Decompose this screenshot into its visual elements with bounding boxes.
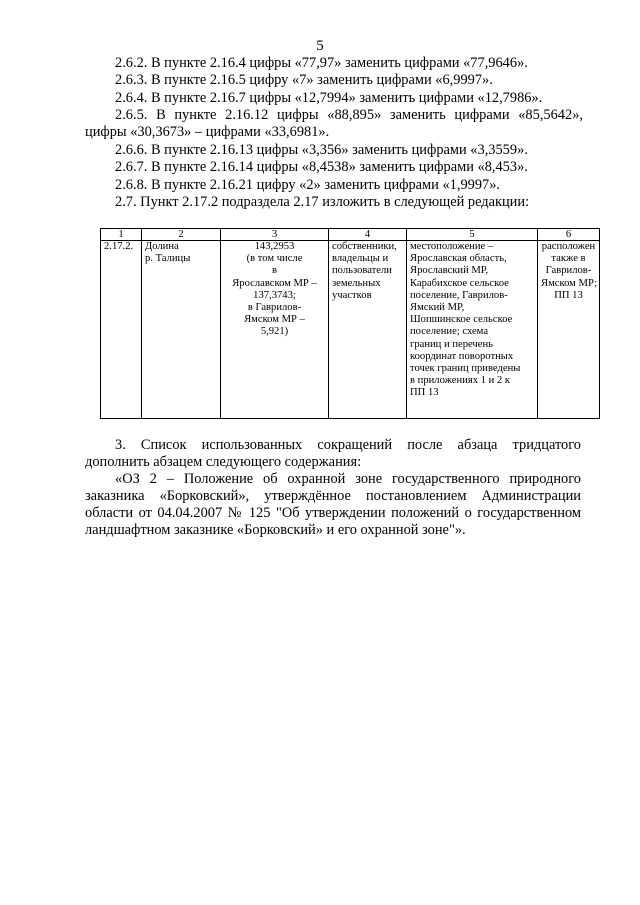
- page-number: 5: [316, 38, 324, 54]
- amendment-paragraph: 2.6.8. В пункте 2.16.21 цифру «2» заменить цифрами «1,9997».: [115, 177, 501, 193]
- table-row: [101, 241, 600, 419]
- paragraph-line: области от 04.04.2007 № 125 "Об утверждении положений о государственном: [85, 505, 581, 521]
- cell-line: Ярославском МР –: [232, 277, 317, 289]
- paragraph-line: цифры «30,3673» – цифрами «33,6981».: [85, 124, 330, 140]
- cell-line: ПП 13: [554, 289, 583, 301]
- paragraph-line: дополнить абзацем следующего содержания:: [85, 454, 362, 470]
- table-header-cell: 2: [142, 229, 221, 241]
- cell-line: Ямском МР –: [244, 314, 305, 326]
- section-3-paragraph: [85, 437, 581, 539]
- table-header-cell: 3: [221, 229, 329, 241]
- cell-line: точек границ приведены: [410, 363, 521, 375]
- amendment-paragraph: 2.6.7. В пункте 2.16.14 цифры «8,4538» заменить цифрами «8,453».: [115, 159, 528, 175]
- paragraph-line: 2.6.5. В пункте 2.16.12 цифры «88,895» заменить цифрами «85,5642»,: [115, 107, 583, 123]
- paragraph-line: заказника «Борковский», утверждённое постановлением Администрации: [85, 488, 581, 504]
- cell-line: Карабихское сельское: [410, 277, 509, 289]
- cell-line: участков: [332, 289, 372, 301]
- paragraph-line: 3. Список использованных сокращений после абзаца тридцатого: [115, 437, 581, 453]
- table-cell-area: [221, 241, 329, 419]
- table-cell-note: [538, 241, 600, 419]
- cell-line: местоположение –: [410, 241, 494, 252]
- cell-line: Шопшинское сельское: [410, 314, 513, 326]
- cell-line: Долина: [145, 241, 179, 252]
- cell-line: поселение, Гаврилов-: [410, 289, 508, 301]
- cell-line: в приложениях 1 и 2 к: [410, 375, 510, 387]
- cell-line: границ и перечень: [410, 338, 493, 350]
- amendment-paragraph: 2.6.3. В пункте 2.16.5 цифру «7» заменить цифрами «6,9997».: [115, 72, 493, 88]
- cell-line: Ярославский МР,: [410, 265, 489, 277]
- cell-line: собственники,: [332, 241, 397, 252]
- cell-line: Ямский МР,: [410, 302, 465, 314]
- cell-line: ПП 13: [410, 387, 439, 399]
- paragraph-line: ландшафтном заказнике «Борковский» и его охранной зоне"».: [85, 522, 466, 538]
- table-header-cell: 1: [101, 229, 142, 241]
- cell-line: в: [271, 265, 277, 277]
- cell-line: владельцы и: [332, 253, 389, 265]
- amendment-paragraph: 2.6.6. В пункте 2.16.13 цифры «3,356» заменить цифрами «3,3559».: [115, 142, 528, 158]
- cell-line: расположен: [541, 241, 596, 252]
- table-cell-number: [101, 241, 142, 419]
- cell-line: земельных: [332, 277, 381, 289]
- cell-line: Ярославская область,: [410, 253, 507, 265]
- cell-line: 2.17.2.: [104, 241, 134, 252]
- table-cell-owners: [329, 241, 407, 419]
- table-header-row: [101, 229, 600, 241]
- table-header-cell: 6: [538, 229, 600, 241]
- cell-line: 137,3743;: [253, 289, 296, 301]
- cell-line: пользователи: [332, 265, 392, 277]
- paragraph-line: «ОЗ 2 – Положение об охранной зоне государственного природного: [115, 471, 581, 487]
- cell-line: также в: [551, 253, 586, 265]
- amendment-paragraph: 2.7. Пункт 2.17.2 подраздела 2.17 изложить в следующей редакции:: [115, 194, 530, 210]
- amendment-paragraph: 2.6.2. В пункте 2.16.4 цифры «77,97» заменить цифрами «77,9646».: [115, 55, 528, 71]
- cell-line: координат поворотных: [410, 350, 514, 362]
- table-header-cell: 4: [329, 229, 407, 241]
- table-cell-location: [407, 241, 538, 419]
- table-header-cell: 5: [407, 229, 538, 241]
- cell-line: поселение; схема: [410, 326, 489, 338]
- cell-line: в Гаврилов-: [247, 302, 302, 314]
- cell-line: (в том числе: [246, 253, 303, 265]
- amendment-paragraph: 2.6.4. В пункте 2.16.7 цифры «12,7994» заменить цифрами «12,7986».: [115, 90, 543, 106]
- table-cell-name: [142, 241, 221, 419]
- amendment-table: [100, 228, 600, 419]
- cell-line: Ямском МР;: [541, 277, 598, 289]
- cell-line: 143,2953: [254, 241, 295, 252]
- cell-line: Гаврилов-: [545, 265, 592, 277]
- cell-line: р. Талицы: [145, 253, 191, 265]
- amendment-paragraph-multiline: [85, 107, 583, 141]
- cell-line: 5,921): [260, 326, 289, 338]
